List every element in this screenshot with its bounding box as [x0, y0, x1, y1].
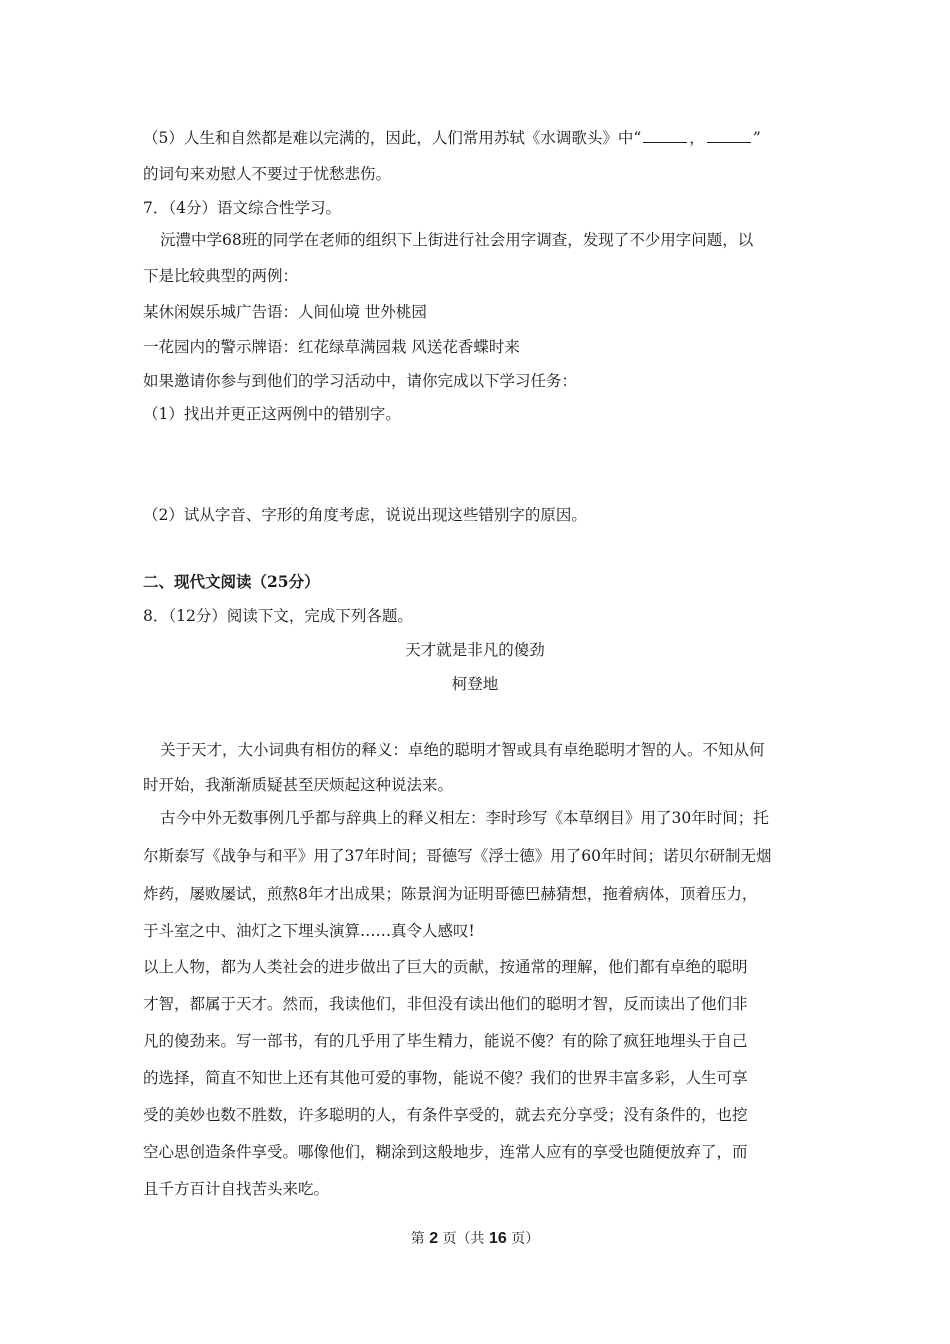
- article-line: 空心思创造条件享受。哪像他们，糊涂到这般地步，连常人应有的享受也随便放弃了，而: [143, 1143, 748, 1161]
- answer-blank-1[interactable]: [643, 128, 687, 143]
- question-6-5-line2: 的词句来劝慰人不要过于忧愁悲伤。: [143, 165, 392, 183]
- article-line: 时开始，我渐渐质疑甚至厌烦起这种说法来。: [143, 776, 454, 794]
- question-8-header: 8．（12分）阅读下文，完成下列各题。: [143, 607, 413, 625]
- question-7-header: 7．（4分）语文综合性学习。: [143, 199, 341, 217]
- article-line: 受的美妙也数不胜数，许多聪明的人，有条件享受的，就去充分享受；没有条件的，也挖: [143, 1106, 748, 1124]
- question-7-example2: 一花园内的警示牌语：红花绿草满园栽 风送花香蝶时来: [143, 338, 520, 356]
- article-line: 的选择，简直不知世上还有其他可爱的事物，能说不傻？我们的世界丰富多彩，人生可享: [143, 1069, 748, 1087]
- article-line: 才智，都属于天才。然而，我读他们，非但没有读出他们的聪明才智，反而读出了他们非: [143, 995, 748, 1013]
- question-7-task-intro: 如果邀请你参与到他们的学习活动中，请你完成以下学习任务：: [143, 372, 578, 390]
- question-7-task2: （2）试从字音、字形的角度考虑，说说出现这些错别字的原因。: [143, 506, 587, 524]
- total-page-number: 16: [489, 1230, 507, 1247]
- article-line: 炸药，屡败屡试，煎熬8年才出成果；陈景润为证明哥德巴赫猜想，拖着病体，顶着压力，: [143, 885, 758, 903]
- article-line: 尔斯泰写《战争与和平》用了37年时间；哥德写《浮士德》用了60年时间；诺贝尔研制无烟: [143, 847, 772, 865]
- article-line: 以上人物，都为人类社会的进步做出了巨大的贡献，按通常的理解，他们都有卓绝的聪明: [143, 958, 748, 976]
- article-line: 于斗室之中、油灯之下埋头演算……真令人感叹!: [143, 922, 475, 940]
- article-author: 柯登地: [451, 675, 499, 693]
- section-2-title: 二、现代文阅读（25分）: [143, 572, 320, 591]
- article-line: 关于天才，大小词典有相仿的释义：卓绝的聪明才智或具有卓绝聪明才智的人。不知从何: [160, 741, 765, 759]
- current-page-number: 2: [429, 1230, 439, 1247]
- question-7-intro-line1: 沅澧中学68班的同学在老师的组织下上街进行社会用字调查，发现了不少用字问题，以: [160, 231, 754, 249]
- page-footer: 第 2 页（共 16 页）: [410, 1230, 540, 1247]
- question-6-5-line1: （5）人生和自然都是难以完满的，因此，人们常用苏轼《水调歌头》中“ ， ”: [143, 129, 761, 147]
- question-7-task1: （1）找出并更正这两例中的错别字。: [143, 405, 401, 423]
- article-line: 古今中外无数事例几乎都与辞典上的释义相左：李时珍写《本草纲目》用了30年时间；托: [160, 809, 769, 827]
- article-line: 且千方百计自找苦头来吃。: [143, 1180, 330, 1198]
- article-line: 凡的傻劲来。写一部书，有的几乎用了毕生精力，能说不傻？有的除了疯狂地埋头于自己: [143, 1032, 748, 1050]
- article-title: 天才就是非凡的傻劲: [405, 641, 545, 659]
- question-7-intro-line2: 下是比较典型的两例：: [143, 267, 299, 285]
- answer-blank-2[interactable]: [707, 128, 751, 143]
- question-7-example1: 某休闲娱乐城广告语：人间仙境 世外桃园: [143, 303, 427, 321]
